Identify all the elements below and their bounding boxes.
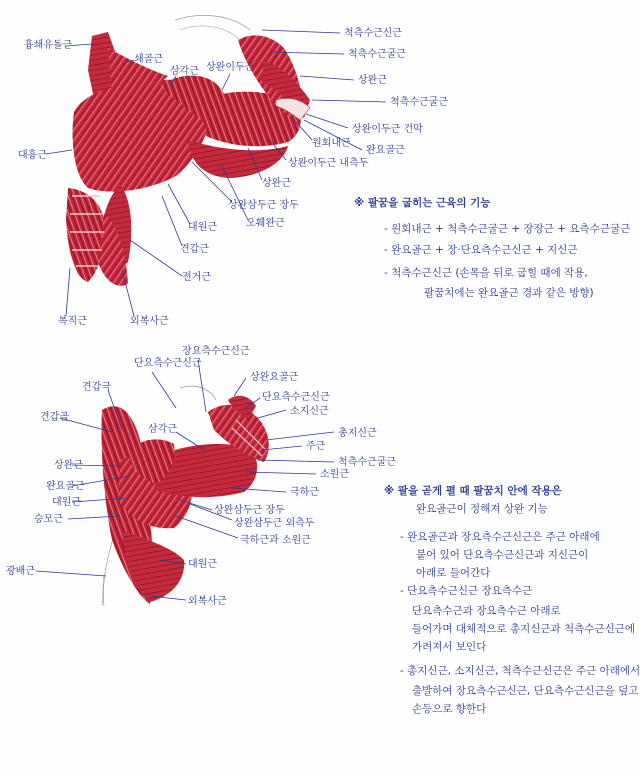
label-brachialis-2: 상완근 xyxy=(262,178,291,189)
bottom-note-title: ※ 팔을 곧게 펼 때 팔꿈치 안에 작용은 xyxy=(384,485,562,497)
label-deltoid: 삼각근 xyxy=(170,66,199,77)
bottom-note-6: 단요측수근과 장요측수근 아래로 xyxy=(412,605,561,617)
label-infraspinatus: 극하근 xyxy=(290,487,319,498)
bottom-note-10: 출발하여 장요측수근신근, 단요측수근신근을 덮고 xyxy=(412,685,639,697)
top-note-line-2: - 완요골근 + 장·단요측수근신근 + 지신근 xyxy=(384,244,578,256)
label-ecrb: 단요측수근신근 xyxy=(262,392,330,403)
label-brachioradialis-back: 완요골근 xyxy=(46,481,85,492)
label-anconeus: 주근 xyxy=(306,441,326,452)
label-serratus-anterior: 전거근 xyxy=(182,272,211,283)
label-triceps-lateral: 상완삼두근 외측두 xyxy=(234,518,315,529)
label-rectus-abdominis: 복직근 xyxy=(58,316,87,327)
label-triceps-long-head: 상완삼두근 장두 xyxy=(228,200,299,211)
label-scapula: 견갑골 xyxy=(40,412,69,423)
top-note-title: ※ 팔꿈을 굽히는 근육의 기능 xyxy=(354,197,491,209)
label-ecrb-top: 단요측수근신근 xyxy=(134,358,202,369)
bottom-note-3: 붙어 있어 단요측수근신근과 지신근이 xyxy=(416,549,589,561)
label-pronator-teres: 원회내근 xyxy=(312,138,351,149)
bottom-note-1: 완요골근이 정해져 상완 기능 xyxy=(416,503,548,515)
label-pectoralis-major: 대흉근 xyxy=(18,150,47,161)
label-latissimus-dorsi: 광배근 xyxy=(6,566,35,577)
label-scapular-muscle: 견갑근 xyxy=(180,244,209,255)
bottom-note-4: 아래로 들어간다 xyxy=(416,567,491,579)
bottom-note-7: 들어가며 대체적으로 총지신근과 척측수근신근에 xyxy=(412,623,636,635)
label-teres-major-back: 대원근 xyxy=(52,497,81,508)
bottom-note-9: - 총지신근, 소지신근, 척측수근신근은 주근 아래에서 xyxy=(400,665,640,677)
top-note-line-1: - 원회내근 + 척측수근굴근 + 장장근 + 요측수근굴근 xyxy=(384,223,631,235)
bottom-note-8: 가려져서 보인다 xyxy=(412,641,487,653)
label-teres-minor: 소원근 xyxy=(320,469,349,480)
label-brachialis: 상완근 xyxy=(358,75,387,86)
label-extensor-carpi-ulnaris: 척측수근신근 xyxy=(344,28,402,39)
label-deltoid-back: 삼각근 xyxy=(148,424,177,435)
label-biceps-brachii: 상완이두근 xyxy=(206,62,255,73)
label-coracobrachialis: 오훼완근 xyxy=(246,218,285,229)
label-biceps-medial-head: 상완이두근 내측두 xyxy=(288,158,369,169)
label-external-oblique: 외복사근 xyxy=(130,316,169,327)
label-fcu-back: 척측수근굴근 xyxy=(338,457,396,468)
top-note-line-4: 팔꿈치에는 완요골근 경과 같은 방향) xyxy=(424,287,594,299)
label-infra-teres: 극하근과 소원근 xyxy=(240,535,311,546)
label-teres-major-low: 대원근 xyxy=(188,559,217,570)
label-triceps-long: 상완삼두근 장두 xyxy=(214,505,285,516)
label-extensor-digiti-minimi: 소지신근 xyxy=(290,406,329,417)
label-flexor-carpi-radialis: 척측수근굴근 xyxy=(390,97,448,108)
label-brachioradialis: 완요골근 xyxy=(366,145,405,156)
label-ecrl-top: 장요측수근신근 xyxy=(182,346,250,357)
label-teres-major: 대원근 xyxy=(188,222,217,233)
bottom-note-2: - 완요골근과 장요측수근신근은 주근 아래에 xyxy=(400,531,600,543)
label-extensor-digitorum: 총지신근 xyxy=(338,428,377,439)
label-flexor-carpi-ulnaris: 척측수근굴근 xyxy=(348,49,406,60)
label-external-oblique-back: 외복사근 xyxy=(188,596,227,607)
label-biceps-aponeurosis: 상완이두근 건막 xyxy=(352,124,423,135)
top-note-line-3: - 척측수근신근 (손목을 뒤로 굽힐 때에 작용, xyxy=(384,267,588,279)
label-sternocleidomastoid: 흉쇄유돌근 xyxy=(24,40,73,51)
label-brachioradialis-top: 상완요골근 xyxy=(250,372,299,383)
bottom-muscle-drawing xyxy=(101,386,268,606)
label-scapular-spine: 견갑극 xyxy=(82,382,111,393)
label-subclavius: 쇄골근 xyxy=(134,54,163,65)
bottom-note-11: 손등으로 향한다 xyxy=(412,703,487,715)
label-trapezius: 승모근 xyxy=(34,514,63,525)
label-brachialis-back: 상완근 xyxy=(54,460,83,471)
bottom-note-5: - 단요측수근신근 장요측수근 xyxy=(400,585,533,597)
